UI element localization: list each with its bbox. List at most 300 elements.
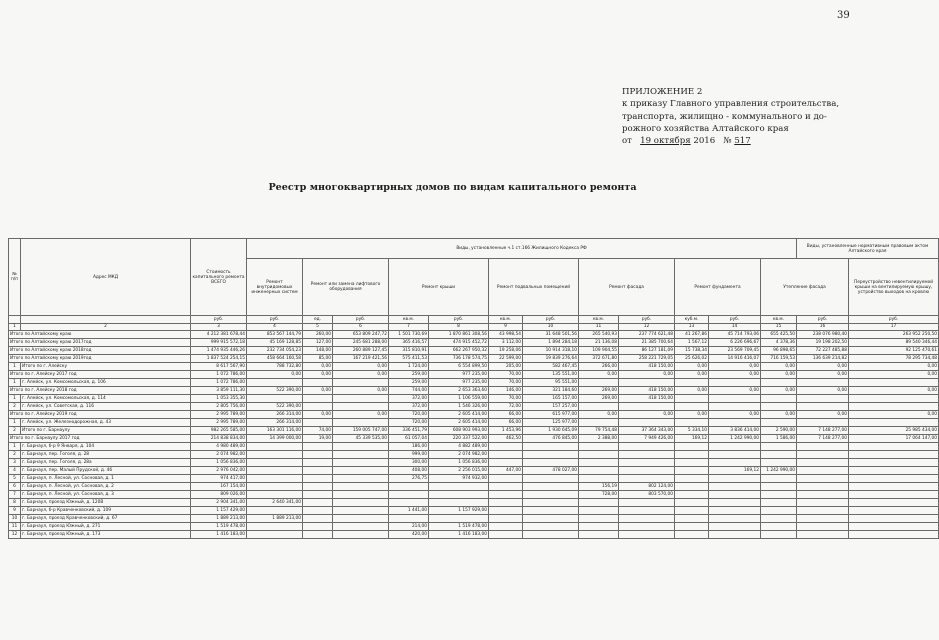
cell-value: [761, 499, 797, 507]
cell-value: [849, 515, 939, 523]
table-row: [9, 499, 939, 507]
cell-value: 655 425,50: [761, 331, 797, 339]
cell-value: [675, 451, 709, 459]
cell-value: [761, 531, 797, 539]
cell-value: [797, 507, 849, 515]
cell-value: [675, 515, 709, 523]
cell-no: 3: [9, 459, 21, 467]
table-row: [9, 387, 939, 395]
cell-value: 127,00: [303, 339, 333, 347]
cell-value: 220 337 522,00: [429, 435, 489, 443]
cell-value: 0,00: [797, 387, 849, 395]
cell-value: [247, 451, 303, 459]
cell-value: [709, 491, 761, 499]
cell-no: 12: [9, 531, 21, 539]
cell-value: 1 072 786,00: [191, 379, 247, 387]
cell-value: 372 671,80: [579, 355, 619, 363]
cell-value: [761, 523, 797, 531]
cell-value: [797, 419, 849, 427]
cell-value: 977 235,00: [429, 371, 489, 379]
cell-value: [797, 459, 849, 467]
cell-value: 0,00: [849, 371, 939, 379]
table-row: [9, 475, 939, 483]
cell-value: 1 242 990,00: [761, 467, 797, 475]
cell-value: 19 198 202,50: [797, 339, 849, 347]
cell-value: 1 474 935 446,26: [191, 347, 247, 355]
cell-value: 0,00: [675, 363, 709, 371]
cell-value: 45 169 128,85: [247, 339, 303, 347]
cell-value: 474 915 452,72: [429, 339, 489, 347]
cell-value: 408,00: [389, 467, 429, 475]
cell-value: 2 995 789,00: [191, 411, 247, 419]
cell-no: 10: [9, 515, 21, 523]
cell-value: [247, 443, 303, 451]
cell-value: [709, 451, 761, 459]
cell-value: [797, 531, 849, 539]
table-row: [9, 355, 939, 363]
cell-value: [619, 475, 675, 483]
cell-value: [489, 459, 523, 467]
cell-value: [523, 475, 579, 483]
cell-value: 4 980 489,00: [191, 443, 247, 451]
cell-value: 269,00: [579, 395, 619, 403]
cell-value: [333, 491, 389, 499]
table-row: [9, 403, 939, 411]
cell-value: 237 774 621,48: [619, 331, 675, 339]
cell-value: [619, 499, 675, 507]
cell-value: [849, 451, 939, 459]
cell-value: 476 845,00: [523, 435, 579, 443]
cell-value: 0,00: [761, 387, 797, 395]
appendix-number: 517: [734, 136, 751, 147]
cell-value: 165 157,00: [523, 395, 579, 403]
cell-value: [579, 531, 619, 539]
cell-value: [579, 403, 619, 411]
cell-address: Итого по г. Алейску: [21, 363, 191, 371]
cell-value: [619, 403, 675, 411]
cell-address: г. Алейск, ул. Комсомольская, д. 106: [21, 379, 191, 387]
cell-value: [333, 499, 389, 507]
cell-value: 1 416 183,00: [191, 531, 247, 539]
cell-value: 3 112,00: [489, 339, 523, 347]
cell-value: [247, 379, 303, 387]
cell-address: Итого по г. Алейску 2019 год: [9, 411, 191, 419]
cell-no: 1: [9, 395, 21, 403]
cell-value: [797, 467, 849, 475]
cell-value: 999 915 572,18: [191, 339, 247, 347]
cell-value: [675, 523, 709, 531]
cell-value: [579, 467, 619, 475]
cell-value: 418 150,00: [619, 395, 675, 403]
cell-value: 21 385 700,64: [619, 339, 675, 347]
cell-value: 135 551,00: [523, 371, 579, 379]
header-foundation: Ремонт фундамента: [675, 259, 761, 316]
cell-value: [303, 531, 333, 539]
table-row: [9, 419, 939, 427]
units-row: руб. руб. ед. руб. кв.м. руб. кв.м. руб. кв.м. руб. куб.м. руб. кв.м. руб. руб.: [9, 316, 939, 324]
header-group-housing-code: Виды, установленные ч.1 ст.166 Жилищного Кодекса РФ: [247, 239, 797, 259]
cell-value: 70,00: [489, 379, 523, 387]
cell-value: 1 453,96: [489, 427, 523, 435]
cell-value: [761, 379, 797, 387]
cell-value: 458 664 160,58: [247, 355, 303, 363]
cell-address: Итого по г. Алейску 2017 год: [9, 371, 191, 379]
cell-value: 25 626,02: [675, 355, 709, 363]
cell-value: 25 985 434,00: [849, 427, 939, 435]
cell-value: [849, 499, 939, 507]
cell-value: [709, 499, 761, 507]
cell-value: 109 904,55: [579, 347, 619, 355]
cell-value: 148,00: [303, 347, 333, 355]
cell-value: [761, 459, 797, 467]
cell-value: [247, 467, 303, 475]
cell-value: 0,00: [849, 411, 939, 419]
table-row: [9, 443, 939, 451]
cell-value: [849, 443, 939, 451]
cell-value: [247, 507, 303, 515]
cell-value: [389, 515, 429, 523]
cell-value: 1 501 730,69: [389, 331, 429, 339]
cell-value: 66,00: [489, 411, 523, 419]
cell-value: 0,00: [579, 411, 619, 419]
cell-no: 6: [9, 483, 21, 491]
appendix-ot: от: [622, 136, 632, 147]
cell-value: 258 221 729,05: [619, 355, 675, 363]
table-row: [9, 531, 939, 539]
cell-value: 6 226 696,67: [709, 339, 761, 347]
cell-address: г. Барнаул, п. Лесной, ул. Сосновая, д. 3: [21, 491, 191, 499]
cell-value: 61 057,04: [389, 435, 429, 443]
cell-value: 0,00: [303, 371, 333, 379]
cell-value: [761, 395, 797, 403]
table-row: [9, 491, 939, 499]
table-row: [9, 483, 939, 491]
cell-value: [849, 475, 939, 483]
cell-value: 4 212 381 678,44: [191, 331, 247, 339]
cell-value: 1 157 929,00: [429, 507, 489, 515]
document-title: Реестр многоквартирных домов по видам капитального ремонта: [268, 182, 637, 193]
cell-value: 1 889 213,00: [247, 515, 303, 523]
cell-value: 4 882 489,00: [429, 443, 489, 451]
appendix-line-1: к приказу Главного управления строительства,: [622, 99, 840, 110]
cell-address: Итого по Алтайскому краю: [9, 331, 191, 339]
cell-value: 0,00: [761, 411, 797, 419]
cell-address: г. Барнаул, проезд Кравченковский, д. 67: [21, 515, 191, 523]
cell-value: 167 154,00: [191, 483, 247, 491]
cell-value: [675, 491, 709, 499]
header-basement: Ремонт подвальных помещений: [489, 259, 579, 316]
cell-value: [333, 395, 389, 403]
cell-value: [333, 523, 389, 531]
cell-value: [675, 459, 709, 467]
cell-value: [797, 443, 849, 451]
cell-value: 0,00: [675, 411, 709, 419]
cell-value: 78 295 734,48: [849, 355, 939, 363]
cell-value: [389, 483, 429, 491]
cell-value: [429, 491, 489, 499]
cell-value: [761, 443, 797, 451]
cell-value: 0,00: [303, 411, 333, 419]
header-no: № п/п: [9, 239, 21, 316]
cell-no: 1: [9, 419, 21, 427]
cell-value: 7 148 277,00: [797, 435, 849, 443]
cell-value: [579, 499, 619, 507]
cell-value: [797, 515, 849, 523]
cell-value: 0,00: [709, 387, 761, 395]
cell-address: г. Барнаул, пер. Малый Прудской, д. 46: [21, 467, 191, 475]
cell-value: 19 839 276,64: [523, 355, 579, 363]
cell-value: [619, 531, 675, 539]
cell-value: [489, 515, 523, 523]
cell-value: 974 932,00: [429, 475, 489, 483]
cell-value: [619, 523, 675, 531]
cell-value: [709, 403, 761, 411]
cell-value: 608 903 993,00: [429, 427, 489, 435]
cell-value: [619, 419, 675, 427]
cell-no: 9: [9, 507, 21, 515]
cell-value: 245 681 288,00: [333, 339, 389, 347]
cell-value: 92 125 470,61: [849, 347, 939, 355]
cell-value: [761, 507, 797, 515]
cell-no: 2: [9, 427, 21, 435]
cell-value: [303, 507, 333, 515]
cell-value: [709, 459, 761, 467]
cell-value: 269,00: [579, 387, 619, 395]
header-group-regional: Виды, установленные нормативным правовым актом Алтайского края: [797, 239, 939, 259]
cell-value: 662 267 950,32: [429, 347, 489, 355]
cell-value: 8 617 567,90: [191, 363, 247, 371]
cell-value: [849, 467, 939, 475]
cell-value: 7 949 426,00: [619, 435, 675, 443]
cell-value: 22 599,00: [489, 355, 523, 363]
cell-value: [675, 395, 709, 403]
cell-value: [333, 467, 389, 475]
cell-value: [247, 459, 303, 467]
cell-value: 266 314,00: [247, 411, 303, 419]
cell-value: 146,00: [489, 387, 523, 395]
cell-value: [429, 483, 489, 491]
cell-value: 3 859 111,30: [191, 387, 247, 395]
cell-value: 418 150,00: [619, 363, 675, 371]
cell-value: 1 894 284,18: [523, 339, 579, 347]
cell-value: [675, 443, 709, 451]
appendix-block: [622, 86, 894, 147]
cell-address: г. Барнаул, б-р 9 Января, д. 104: [21, 443, 191, 451]
appendix-line-2: транспорта, жилищно - коммунального и до-: [622, 111, 827, 122]
cell-value: 19,00: [303, 435, 333, 443]
cell-value: 0,00: [675, 371, 709, 379]
cell-value: [333, 531, 389, 539]
cell-value: 977 235,00: [429, 379, 489, 387]
cell-value: 260,00: [303, 331, 333, 339]
cell-value: [303, 475, 333, 483]
cell-address: г. Алейск, ул. Советская, д. 116: [21, 403, 191, 411]
cell-value: 372,00: [389, 395, 429, 403]
table-row: [9, 467, 939, 475]
cell-value: 95 551,00: [523, 379, 579, 387]
cell-no: 7: [9, 491, 21, 499]
cell-value: [303, 523, 333, 531]
cell-value: [303, 379, 333, 387]
cell-value: 0,00: [797, 363, 849, 371]
cell-value: 2 904 341,00: [191, 499, 247, 507]
cell-value: 79 754,48: [579, 427, 619, 435]
cell-value: 803 570,00: [619, 491, 675, 499]
cell-value: [675, 419, 709, 427]
cell-value: 1 242 990,00: [709, 435, 761, 443]
cell-value: [709, 523, 761, 531]
cell-value: 447,00: [489, 467, 523, 475]
cell-value: [849, 395, 939, 403]
cell-value: 169,12: [709, 467, 761, 475]
cell-value: [849, 483, 939, 491]
cell-value: [579, 443, 619, 451]
cell-value: [333, 403, 389, 411]
cell-value: 2 640 341,00: [247, 499, 303, 507]
cell-value: 0,00: [333, 363, 389, 371]
cell-value: [619, 507, 675, 515]
cell-value: [675, 379, 709, 387]
cell-value: [709, 475, 761, 483]
cell-value: [849, 459, 939, 467]
cell-address: г. Барнаул, проезд Южный, д. 271: [21, 523, 191, 531]
cell-value: [849, 379, 939, 387]
cell-value: [797, 451, 849, 459]
cell-value: [797, 403, 849, 411]
cell-value: 1 157 429,00: [191, 507, 247, 515]
header-total-cost: Стоимость капитального ремонта ВСЕГО: [191, 239, 247, 316]
cell-value: 136 639 214,82: [797, 355, 849, 363]
cell-value: 2 605 414,00: [429, 411, 489, 419]
cell-value: [523, 483, 579, 491]
cell-value: 365 416,57: [389, 339, 429, 347]
cell-value: [247, 483, 303, 491]
cell-value: [709, 531, 761, 539]
cell-value: 72,00: [489, 403, 523, 411]
cell-value: [849, 403, 939, 411]
cell-value: 6 554 899,50: [429, 363, 489, 371]
appendix-line-3: рожного хозяйства Алтайского края: [622, 123, 789, 134]
header-facade: Ремонт фасада: [579, 259, 675, 316]
cell-value: 263 952 250,50: [849, 331, 939, 339]
cell-value: 0,00: [761, 371, 797, 379]
cell-value: 276,75: [389, 475, 429, 483]
cell-value: 2 074 982,00: [191, 451, 247, 459]
cell-value: [849, 507, 939, 515]
cell-value: 205,00: [489, 363, 523, 371]
cell-value: 728,00: [579, 491, 619, 499]
cell-value: [709, 395, 761, 403]
cell-no: 2: [9, 451, 21, 459]
cell-value: [709, 443, 761, 451]
cell-value: 0,00: [333, 411, 389, 419]
cell-value: [303, 403, 333, 411]
cell-value: 4 378,36: [761, 339, 797, 347]
cell-value: 2 074 982,00: [429, 451, 489, 459]
cell-value: 0,00: [849, 363, 939, 371]
cell-value: [523, 531, 579, 539]
cell-value: [797, 475, 849, 483]
cell-value: 70,00: [489, 395, 523, 403]
cell-value: 23 569 709,45: [709, 347, 761, 355]
cell-value: 575 411,53: [389, 355, 429, 363]
cell-value: 0,00: [675, 387, 709, 395]
table-row: [9, 427, 939, 435]
appendix-year: 2016: [693, 136, 716, 147]
header-address: Адрес МКД: [21, 239, 191, 316]
cell-address: г. Алейск, ул. Комсомольская, д. 114: [21, 395, 191, 403]
cell-address: Итого по г. Барнаулу: [21, 427, 191, 435]
cell-value: [709, 515, 761, 523]
cell-value: [761, 403, 797, 411]
cell-value: 1 586,00: [761, 435, 797, 443]
cell-value: [303, 451, 333, 459]
cell-value: [675, 499, 709, 507]
cell-value: 7 148 277,00: [797, 427, 849, 435]
table-row: [9, 363, 939, 371]
cell-value: [709, 419, 761, 427]
cell-value: 418 150,00: [619, 387, 675, 395]
cell-value: [579, 475, 619, 483]
cell-value: 86 127 181,09: [619, 347, 675, 355]
cell-value: [619, 379, 675, 387]
cell-value: 266 314,00: [247, 419, 303, 427]
cell-no: 8: [9, 499, 21, 507]
table-row: [9, 411, 939, 419]
cell-value: [303, 419, 333, 427]
cell-value: 1 519 478,00: [429, 523, 489, 531]
cell-value: [333, 379, 389, 387]
cell-value: 0,00: [619, 411, 675, 419]
cell-value: 2 388,00: [579, 435, 619, 443]
cell-value: [333, 475, 389, 483]
cell-value: [523, 491, 579, 499]
cell-value: [523, 499, 579, 507]
cell-value: [489, 443, 523, 451]
cell-value: 21 136,08: [579, 339, 619, 347]
cell-value: [429, 515, 489, 523]
page-number: 39: [837, 10, 850, 21]
cell-value: 70,00: [489, 371, 523, 379]
cell-address: Итого по г. Алейску 2018 год: [9, 387, 191, 395]
cell-value: [579, 379, 619, 387]
cell-value: [523, 507, 579, 515]
cell-value: 2 995 789,00: [191, 419, 247, 427]
header-engineering-systems: Ремонт внутридомовых инженерных систем: [247, 259, 303, 316]
cell-value: [489, 451, 523, 459]
cell-value: 1 724,00: [389, 363, 429, 371]
cell-value: [489, 523, 523, 531]
cell-value: 1 567,12: [675, 339, 709, 347]
cell-value: 478 027,00: [523, 467, 579, 475]
cell-value: [247, 531, 303, 539]
cell-value: [489, 483, 523, 491]
cell-value: 522 390,00: [247, 387, 303, 395]
cell-value: [675, 467, 709, 475]
cell-value: 214,00: [389, 523, 429, 531]
cell-value: [247, 491, 303, 499]
cell-value: 1 870 861 308,56: [429, 331, 489, 339]
cell-value: 43 998,54: [489, 331, 523, 339]
cell-address: Итого по Алтайскому краю 2017год: [9, 339, 191, 347]
cell-value: 0,00: [619, 371, 675, 379]
cell-value: [619, 467, 675, 475]
cell-value: 0,00: [333, 387, 389, 395]
cell-value: 1 072 786,00: [191, 371, 247, 379]
table-row: [9, 435, 939, 443]
cell-address: г. Барнаул, проезд Южный, д. 120В: [21, 499, 191, 507]
cell-value: 169,12: [675, 435, 709, 443]
